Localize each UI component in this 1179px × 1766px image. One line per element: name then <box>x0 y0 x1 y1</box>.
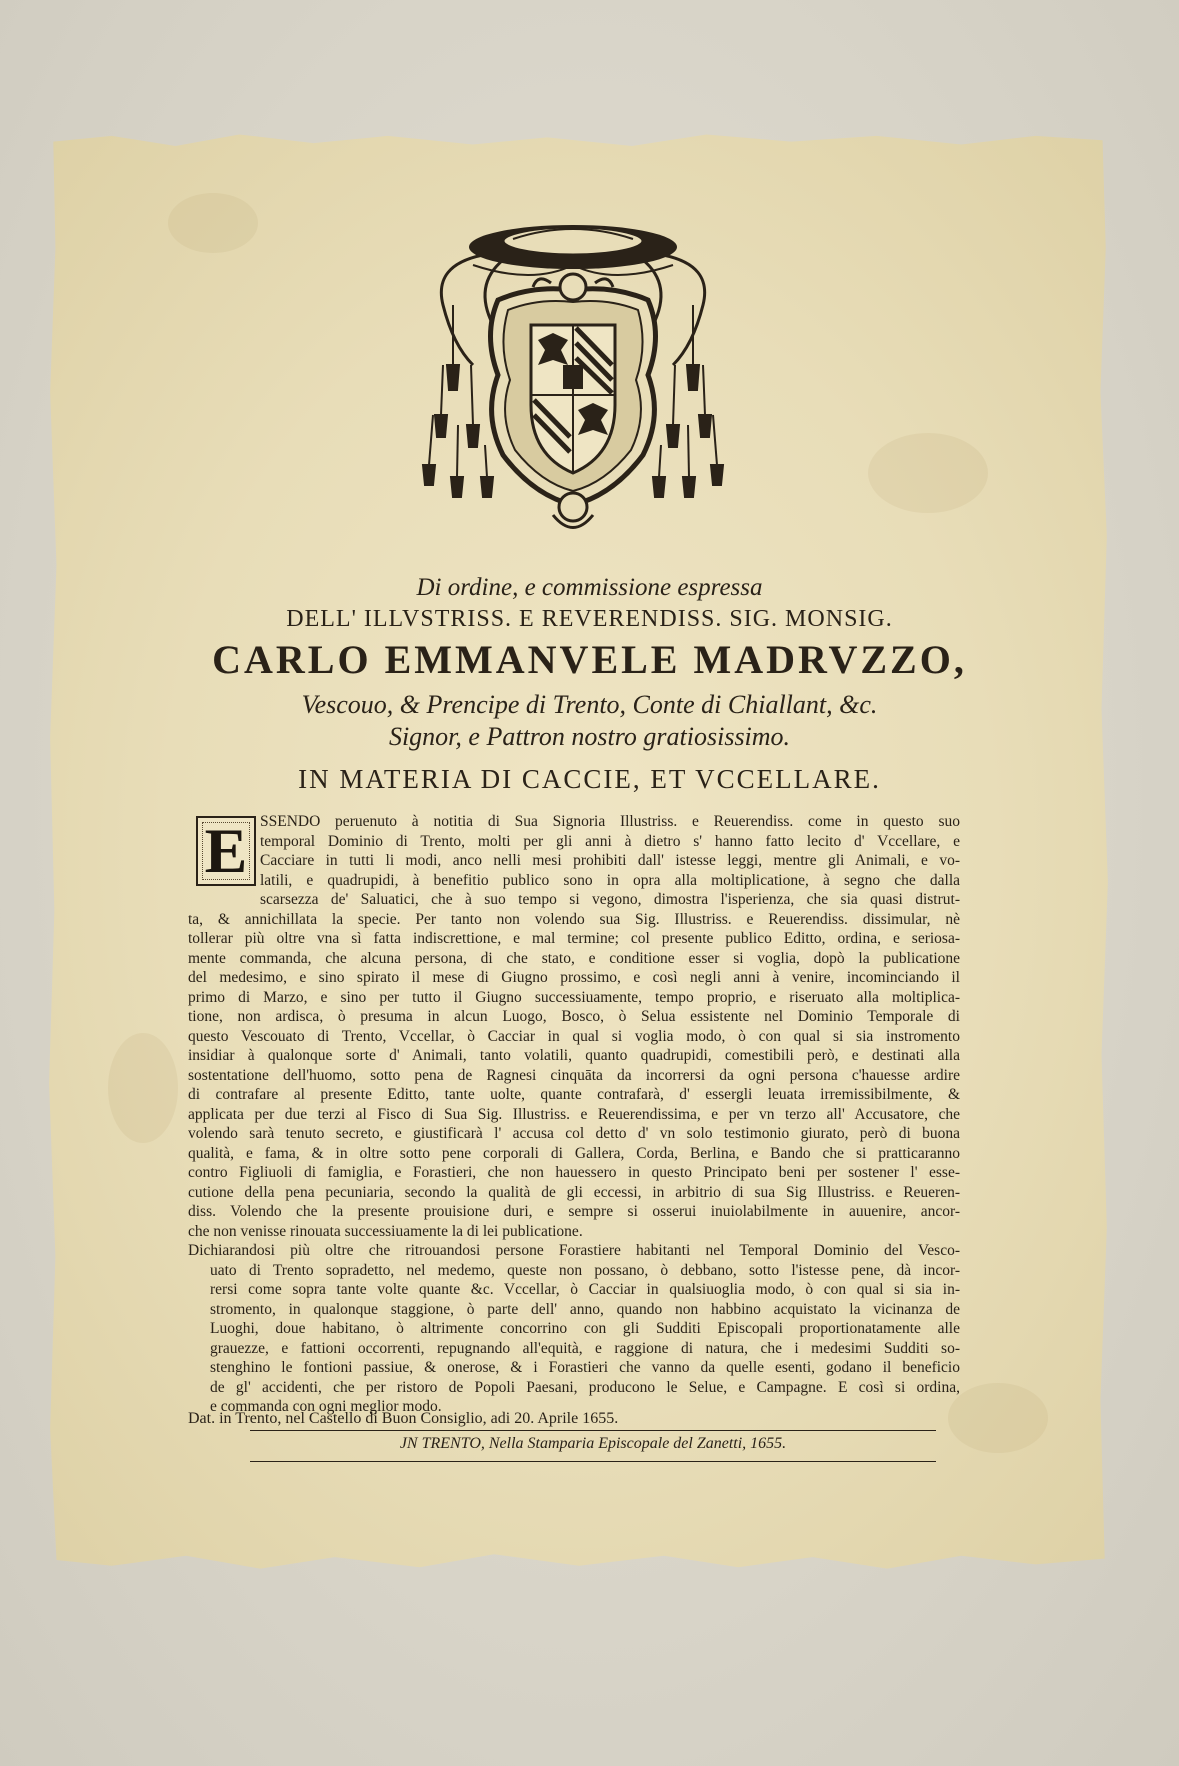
body-line: Dichiarandosi più oltre che ritrouandosi persone Forastiere habitanti nel Temporal Dominio del Vesco- <box>188 1242 960 1259</box>
heading-titles: Vescouo, & Prencipe di Trento, Conte di Chiallant, &c. <box>301 690 878 719</box>
body-line: Luoghi, doue habitano, ò altrimente concorrino con gli Sudditi Episcopali proportionatamente alle <box>210 1320 960 1337</box>
date-line: Dat. in Trento, nel Castello di Buon Consiglio, adi 20. Aprile 1655. <box>188 1410 619 1427</box>
body-line: diss. Volendo che la presente prouisione duri, e sempre si osserui inuiolabilmente in auuenire, ancor- <box>188 1203 960 1220</box>
body-line: tione, non ardisca, ò presuma in alcun Luogo, Bosco, ò Selua essistente nel Dominio Temporale di <box>188 1008 960 1025</box>
body-line: grauezze, e fattioni occorrenti, repugnando all'equità, e raggione di natura, che i medesimi Sudditi so- <box>210 1339 960 1357</box>
heading-line-1: Di ordine, e commissione espressa <box>416 574 763 601</box>
heading-signor: Signor, e Pattron nostro gratiosissimo. <box>388 722 791 751</box>
paper-stain <box>168 193 258 253</box>
heading-name: CARLO EMMANVELE MADRVZZO, <box>212 637 967 682</box>
printer-imprint: JN TRENTO, Nella Stamparia Episcopale del Zanetti, 1655. <box>399 1435 787 1452</box>
body-line: insidiar à qualonque sorte d' Animali, tanto volatili, quanto quadrupidi, comestibili però, e destinati alla <box>188 1047 960 1064</box>
initial-letter: E <box>204 815 248 886</box>
body-line: sostentatione dell'huomo, sotto pena de Ragnesi cinquāta da incorrersi da ogni persona c'hauesse ardire <box>188 1066 960 1084</box>
body-line: applicata per due terzi al Fisco di Sua Sig. Illustriss. e Reuerendissima, e per vn terzo all' Accusatore, che <box>188 1105 960 1123</box>
heading-line-2: DELL' ILLVSTRISS. E REVERENDISS. SIG. MONSIG. <box>286 606 893 632</box>
body-line: del medesimo, e sino spirato il mese di Giugno prossimo, e così negli anni à venire, incominciando il <box>188 969 960 986</box>
body-line: Cacciare in tutti li modi, anco nelli mesi prohibiti dall' istesse leggi, mentre gli Animali, e vo- <box>260 852 960 869</box>
body-line: cutione della pena pecuniaria, secondo la qualità de gli eccessi, in arbitrio di sua Sig Illustriss. e Reueren- <box>188 1183 960 1201</box>
body-line: scarsezza de' Saluatici, che à suo tempo si vegono, dimostra l'isperienza, che sia quasi distrut- <box>260 891 960 908</box>
coat-of-arms-icon <box>413 215 733 545</box>
body-line: contro Figliuoli di famiglia, e Forastieri, che non hauessero in questo Principato beni per sostener l' esse- <box>188 1164 960 1181</box>
body-line: rersi come sopra tante volte quante &c. Vccellar, ò Cacciar in qualsiuoglia modo, ò con qual si sia in- <box>210 1281 960 1298</box>
divider-rule <box>250 1430 936 1431</box>
divider-rule <box>250 1461 936 1462</box>
body-text <box>188 812 960 1417</box>
paper-stain <box>948 1383 1048 1453</box>
body-line: SSENDO peruenuto à notitia di Sua Signoria Illustriss. e Reuerendiss. come in questo suo <box>260 813 960 830</box>
body-line: qualità, e fama, & in oltre sotto pene corporali di Gallera, Corda, Berlina, e Bando che si pratticaranno <box>188 1144 960 1162</box>
body-line: di contrafare al presente Editto, tante uolte, quante contrafarà, d' essergli leuata irremissibilmente, & <box>188 1086 960 1103</box>
body-line: ta, & annichillata la specie. Per tanto non volendo sua Sig. Illustriss. e Reuerendiss. dissimular, nè <box>188 910 960 928</box>
body-line: mente commanda, che alcuna persona, di che stato, e conditione esser si voglia, dopò la publicatione <box>188 949 960 967</box>
heading-subject: IN MATERIA DI CACCIE, ET VCCELLARE. <box>298 764 881 794</box>
body-line: che non venisse rinouata successiuamente la di lei publicatione. <box>188 1222 583 1240</box>
body-line: tollerar più oltre vna sì fatta indiscrettione, e mal termine; col presente publico Editto, ordina, e seriosa- <box>188 930 960 947</box>
body-line: questo Vescouato di Trento, Vccellar, ò Cacciar in qual si voglia modo, ò con qual si sia instromento <box>188 1027 960 1045</box>
body-line: volendo sarà tenuto secreto, e giustificarà l' accusa col detto d' vn solo testimonio giurato, però di buona <box>188 1125 960 1142</box>
body-line: uato di Trento sopradetto, nel medemo, queste non possano, ò debbano, sotto l'istesse pene, dà incor- <box>210 1261 960 1279</box>
body-line: de gl' accidenti, che per ristoro de Popoli Paesani, producono le Selue, e Campagne. E così si ordina, <box>210 1378 960 1396</box>
body-line: stenghino le fontioni passiue, & onerose, & i Forastieri che vanno da quelle esenti, godano il beneficio <box>210 1359 960 1376</box>
body-line: temporal Dominio di Trento, molti per gli anni à dietro s' hanno fatto lecito d' Vccellare, e <box>260 832 960 850</box>
body-line: primo di Marzo, e sino per tutto il Giugno successiuamente, tempo proprio, e riseruato alla moltiplica- <box>188 988 960 1006</box>
body-line: e commanda con ogni meglior modo. <box>210 1398 442 1415</box>
body-line: stromento, in qualonque staggione, ò parte dell' anno, quando non habbino acquistato la vicinanza de <box>210 1300 960 1318</box>
paper-stain <box>868 433 988 513</box>
body-line: latili, e quadrupidi, à benefitio publico sono in opra alla moltiplicatione, à segno che dalla <box>260 871 960 889</box>
paper-stain <box>108 1033 178 1143</box>
